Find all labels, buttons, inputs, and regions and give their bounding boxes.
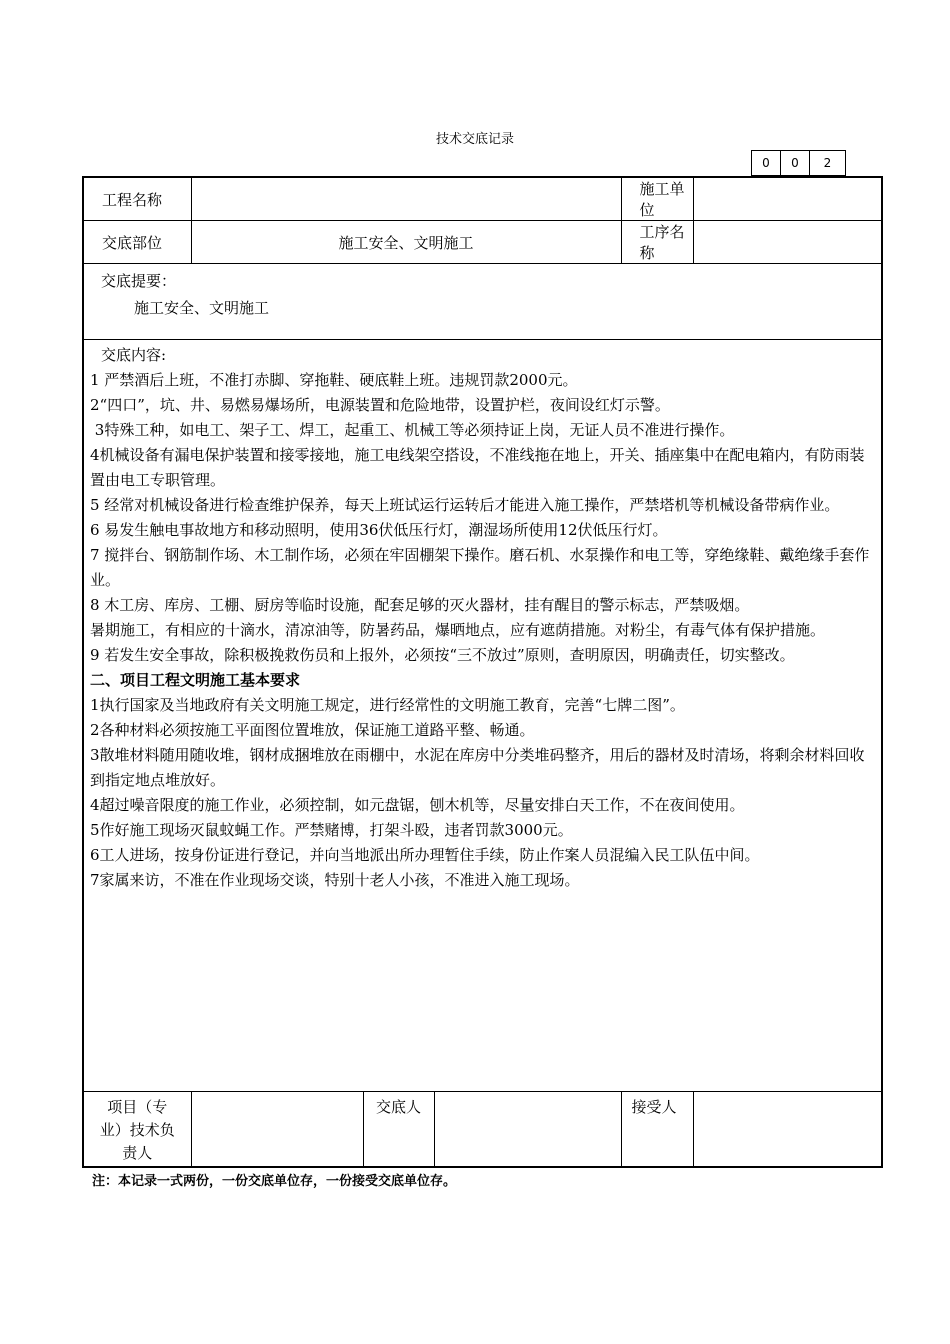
project-name-value bbox=[191, 177, 621, 221]
discloser-label: 交底人 bbox=[363, 1092, 434, 1167]
section2-item: 1执行国家及当地政府有关文明施工规定，进行经常性的文明施工教育，完善“七牌二图”。 bbox=[90, 696, 685, 714]
tech-lead-signature bbox=[191, 1092, 363, 1167]
contractor-value bbox=[693, 177, 882, 221]
part-value: 施工安全、文明施工 bbox=[191, 221, 621, 264]
section2-item: 6工人进场，按身份证进行登记，并向当地派出所办理暂住手续，防止作案人员混编入民工队伍中间。 bbox=[90, 846, 760, 864]
section2-item: 5作好施工现场灭鼠蚊蝇工作。严禁赌博，打架斗殴，违者罚款3000元。 bbox=[90, 821, 573, 839]
content-item: 6 易发生触电事故地方和移动照明，使用36伏低压行灯，潮湿场所使用12伏低压行灯。 bbox=[90, 521, 668, 539]
section2-item: 3散堆材料随用随收堆，钢材成捆堆放在雨棚中，水泥在库房中分类堆码整齐，用后的器材及时清场，将剩余材料回收到指定地点堆放好。 bbox=[90, 746, 865, 789]
summary-label: 交底提要： bbox=[101, 272, 177, 290]
serial-digit: 0 bbox=[781, 151, 810, 176]
discloser-signature bbox=[434, 1092, 621, 1167]
content-item: 9 若发生安全事故，除积极挽救伤员和上报外，必须按“三不放过”原则，查明原因，明确责任，切实整改。 bbox=[90, 646, 795, 664]
content-item: 4机械设备有漏电保护装置和接零接地，施工电线架空搭设，不准线拖在地上，开关、插座集中在配电箱内，有防雨装置由电工专职管理。 bbox=[90, 446, 865, 489]
content-cell bbox=[83, 340, 882, 1092]
project-name-label: 工程名称 bbox=[83, 177, 191, 221]
content-item: 7 搅拌台、钢筋制作场、木工制作场，必须在牢固棚架下操作。磨石机、水泵操作和电工等，穿绝缘鞋、戴绝缘手套作业。 bbox=[90, 546, 870, 589]
content-item: 5 经常对机械设备进行检查维护保养，每天上班试运行运转后才能进入施工操作，严禁塔机等机械设备带病作业。 bbox=[90, 496, 840, 514]
summary-text: 施工安全、文明施工 bbox=[134, 299, 270, 317]
document-title: 技术交底记录 bbox=[435, 132, 514, 147]
process-label: 工序名称 bbox=[621, 221, 693, 264]
content-item: 3特殊工种，如电工、架子工、焊工，起重工、机械工等必须持证上岗，无证人员不准进行操作。 bbox=[90, 421, 735, 439]
content-item: 1 严禁酒后上班，不准打赤脚、穿拖鞋、硬底鞋上班。违规罚款2000元。 bbox=[90, 371, 578, 389]
section2-item: 2各种材料必须按施工平面图位置堆放，保证施工道路平整、畅通。 bbox=[90, 721, 535, 739]
content-label: 交底内容: bbox=[101, 346, 167, 364]
serial-number-box bbox=[751, 150, 846, 176]
section2-item: 4超过噪音限度的施工作业，必须控制，如元盘锯，刨木机等，尽量安排白天工作，不在夜间使用。 bbox=[90, 796, 745, 814]
section2-title: 二、项目工程文明施工基本要求 bbox=[90, 671, 301, 689]
part-label: 交底部位 bbox=[83, 221, 191, 264]
receiver-signature bbox=[693, 1092, 882, 1167]
serial-digit: 0 bbox=[752, 151, 781, 176]
receiver-label: 接受人 bbox=[621, 1092, 693, 1167]
contractor-label: 施工单位 bbox=[621, 177, 693, 221]
section2-item: 7家属来访，不准在作业现场交谈，特别十老人小孩，不准进入施工现场。 bbox=[90, 871, 580, 889]
process-value bbox=[693, 221, 882, 264]
serial-digit: 2 bbox=[810, 151, 846, 176]
summary-cell bbox=[83, 264, 882, 340]
content-item: 暑期施工，有相应的十滴水，清凉油等，防暑药品，爆晒地点，应有遮荫措施。对粉尘，有毒气体有保护措施。 bbox=[90, 621, 826, 639]
content-item: 8 木工房、库房、工棚、厨房等临时设施，配套足够的灭火器材，挂有醒目的警示标志，严禁吸烟。 bbox=[90, 596, 750, 614]
footnote: 注：本记录一式两份，一份交底单位存，一份接受交底单位存。 bbox=[92, 1174, 457, 1189]
tech-lead-label: 项目（专业）技术负责人 bbox=[83, 1092, 191, 1167]
disclosure-record-table bbox=[82, 176, 883, 1168]
content-item: 2“四口”，坑、井、易燃易爆场所，电源装置和危险地带，设置护栏，夜间设红灯示警。 bbox=[90, 396, 670, 414]
